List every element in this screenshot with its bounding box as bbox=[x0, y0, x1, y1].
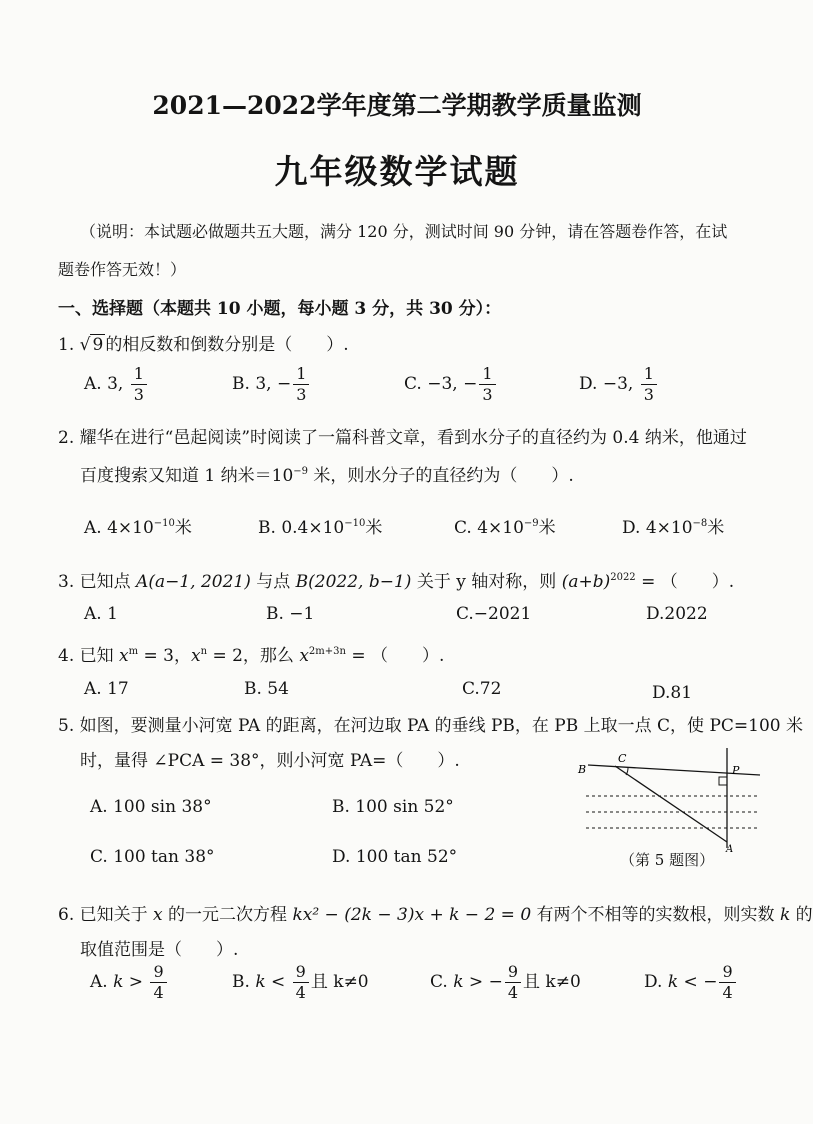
question-text: 与点 bbox=[250, 572, 296, 592]
equation: kx² − (2k − 3)x + k − 2 = 0 bbox=[292, 905, 532, 925]
question-number: 6. bbox=[58, 905, 75, 925]
radicand: 9 bbox=[92, 335, 104, 355]
question-number: 5. bbox=[58, 716, 75, 736]
option-value: 0.4×10 bbox=[281, 518, 345, 538]
fraction bbox=[131, 366, 147, 403]
angle-arc bbox=[626, 767, 628, 775]
q2-option-d bbox=[622, 513, 724, 538]
variable: x bbox=[191, 646, 201, 666]
option-label: D. bbox=[579, 374, 598, 394]
unit: 米 bbox=[707, 518, 725, 538]
label-b: B bbox=[578, 763, 587, 776]
fraction bbox=[479, 366, 495, 403]
q6-option-c bbox=[430, 964, 581, 1001]
fraction bbox=[719, 964, 735, 1001]
question-number: 3. bbox=[58, 572, 75, 592]
denominator: 4 bbox=[153, 983, 164, 1002]
option-label: D. bbox=[622, 518, 641, 538]
question-text: = （ ）. bbox=[345, 646, 445, 666]
inequality: k > bbox=[113, 972, 144, 992]
q6-option-d bbox=[644, 964, 738, 1001]
option-label: A. bbox=[90, 972, 108, 992]
question-text: 米，则水分子的直径约为（ ）. bbox=[308, 466, 574, 486]
unit: 米 bbox=[365, 518, 383, 538]
q4-option-b: B. 54 bbox=[244, 679, 289, 699]
option-label: D. bbox=[644, 972, 663, 992]
option-value: 4×10 bbox=[477, 518, 524, 538]
q3-option-d: D.2022 bbox=[646, 604, 708, 624]
point-b: B(2022, b−1) bbox=[295, 572, 412, 592]
denominator: 3 bbox=[296, 385, 307, 404]
option-condition: 且 k≠0 bbox=[310, 972, 369, 992]
denominator: 3 bbox=[133, 385, 144, 404]
q5-option-a: A. 100 sin 38° bbox=[90, 797, 212, 817]
question-text: 关于 y 轴对称，则 bbox=[411, 572, 562, 592]
exponent: m bbox=[128, 646, 139, 657]
denominator: 4 bbox=[507, 983, 519, 1002]
section-title: 一、选择题（本题共 10 小题，每小题 3 分，共 30 分）： bbox=[58, 299, 502, 319]
question-number: 2. bbox=[58, 428, 75, 448]
option-label: A. bbox=[84, 374, 102, 394]
variable: x bbox=[119, 646, 129, 666]
numerator: 1 bbox=[131, 366, 147, 385]
option-value: 3, bbox=[107, 374, 124, 394]
option-label: B. bbox=[232, 972, 250, 992]
exponent: −9 bbox=[523, 518, 539, 529]
numerator: 9 bbox=[719, 964, 735, 983]
question-text: = 3， bbox=[138, 646, 191, 666]
inequality: k > bbox=[453, 972, 484, 992]
point-a: A(a−1, 2021) bbox=[136, 572, 251, 592]
unit: 米 bbox=[174, 518, 192, 538]
inequality: k < bbox=[255, 972, 286, 992]
q3-option-c: C.−2021 bbox=[456, 604, 532, 624]
exponent: −9 bbox=[293, 466, 309, 477]
exponent: 2022 bbox=[610, 572, 636, 583]
exponent: n bbox=[200, 646, 208, 657]
numerator: 1 bbox=[641, 366, 657, 385]
denominator: 3 bbox=[643, 385, 654, 404]
question-text: 有两个不相等的实数根，则实数 bbox=[531, 905, 780, 925]
sqrt-expression: √ 9 bbox=[79, 335, 104, 355]
q3-option-b: B. −1 bbox=[266, 604, 315, 624]
question-5-stem-line-1 bbox=[58, 711, 803, 736]
question-text: = （ ）. bbox=[635, 572, 735, 592]
option-label: A. bbox=[84, 518, 102, 538]
question-text: 已知 bbox=[79, 646, 120, 666]
numerator: 9 bbox=[293, 964, 309, 983]
exponent: 2m+3n bbox=[308, 646, 346, 657]
instructions-line-1: （说明：本试题必做题共五大题，满分 120 分，测试时间 90 分钟，请在答题卷作答，在试 bbox=[80, 222, 728, 241]
q6-option-a bbox=[90, 964, 169, 1001]
numerator: 1 bbox=[293, 366, 309, 385]
q1-option-a bbox=[84, 366, 149, 403]
question-4-stem bbox=[58, 641, 764, 666]
q3-option-a: A. 1 bbox=[84, 604, 118, 624]
question-text: 已知点 bbox=[79, 572, 137, 592]
river-diagram bbox=[570, 748, 770, 855]
option-value: −3, bbox=[427, 374, 458, 394]
numerator: 9 bbox=[150, 964, 166, 983]
question-number: 4. bbox=[58, 646, 75, 666]
numerator: 1 bbox=[479, 366, 495, 385]
option-sign: − bbox=[276, 374, 292, 394]
question-text: 已知关于 bbox=[79, 905, 154, 925]
option-value: 3, bbox=[255, 374, 272, 394]
numerator: 9 bbox=[505, 964, 521, 983]
question-6-stem-line-1 bbox=[58, 900, 813, 925]
question-text: = 2，那么 bbox=[207, 646, 300, 666]
exam-header-title: 2021—2022学年度第二学期教学质量监测 bbox=[152, 91, 642, 120]
q4-option-a: A. 17 bbox=[84, 679, 129, 699]
question-1-stem bbox=[58, 330, 764, 355]
denominator: 3 bbox=[482, 385, 493, 404]
question-2-stem-line-2 bbox=[80, 461, 764, 486]
denominator: 4 bbox=[722, 983, 733, 1002]
option-value: 4×10 bbox=[107, 518, 154, 538]
unit: 米 bbox=[538, 518, 556, 538]
q5-option-b: B. 100 sin 52° bbox=[332, 797, 454, 817]
figure-caption: （第 5 题图） bbox=[620, 851, 715, 869]
exponent: −8 bbox=[692, 518, 708, 529]
q4-option-d: D.81 bbox=[652, 683, 693, 703]
option-label: B. bbox=[232, 374, 250, 394]
variable: k bbox=[779, 905, 791, 925]
label-a: A bbox=[726, 844, 734, 855]
question-number: 1. bbox=[58, 335, 75, 355]
option-sign: − bbox=[463, 374, 478, 394]
option-label: C. bbox=[404, 374, 422, 394]
fraction bbox=[641, 366, 657, 403]
question-2-stem-line-1 bbox=[58, 423, 764, 448]
q1-option-d bbox=[579, 366, 659, 403]
question-text: 的相反数和倒数分别是（ ）. bbox=[105, 335, 349, 355]
fraction bbox=[150, 964, 166, 1001]
q4-option-c: C.72 bbox=[462, 679, 502, 699]
question-text: 如图，要测量小河宽 PA 的距离，在河边取 PA 的垂线 PB，在 PB 上取一点 C，使 PC=100 米 bbox=[79, 716, 803, 736]
q6-option-b bbox=[232, 964, 369, 1001]
question-5-stem-line-2: 时，量得 ∠PCA = 38°，则小河宽 PA=（ ）. bbox=[80, 751, 460, 771]
expression: (a+b) bbox=[561, 572, 611, 592]
variable: x bbox=[299, 646, 309, 666]
question-text: 耀华在进行“邑起阅读”时阅读了一篇科普文章，看到水分子的直径约为 0.4 纳米，他通过 bbox=[79, 428, 747, 448]
q5-option-c: C. 100 tan 38° bbox=[90, 847, 215, 867]
q5-option-d: D. 100 tan 52° bbox=[332, 847, 458, 867]
inequality: k < bbox=[667, 972, 698, 992]
q1-option-c bbox=[404, 366, 498, 403]
line-ca bbox=[615, 766, 727, 842]
option-value: −3, bbox=[602, 374, 634, 394]
option-condition: 且 k≠0 bbox=[523, 972, 581, 992]
question-text: 的一元二次方程 bbox=[162, 905, 293, 925]
q2-option-b bbox=[258, 513, 382, 538]
option-label: C. bbox=[430, 972, 448, 992]
q1-option-b bbox=[232, 366, 311, 403]
option-sign: − bbox=[488, 972, 503, 992]
label-c: C bbox=[618, 752, 627, 765]
q2-option-c bbox=[454, 513, 556, 538]
option-value: 4×10 bbox=[645, 518, 693, 538]
denominator: 4 bbox=[295, 983, 306, 1002]
fraction bbox=[293, 366, 309, 403]
fraction bbox=[293, 964, 309, 1001]
instructions-line-2: 题卷作答无效！） bbox=[58, 260, 187, 279]
question-text: 百度搜索又知道 1 纳米＝10 bbox=[80, 466, 294, 486]
label-p: P bbox=[732, 764, 740, 777]
question-3-stem bbox=[58, 567, 764, 592]
question-text: 的 bbox=[790, 905, 813, 925]
right-angle-mark bbox=[719, 777, 727, 785]
exam-subject-title: 九年级数学试题 bbox=[274, 152, 520, 191]
exponent: −10 bbox=[153, 518, 175, 529]
option-label: C. bbox=[454, 518, 472, 538]
option-label: B. bbox=[258, 518, 276, 538]
question-6-stem-line-2: 取值范围是（ ）. bbox=[80, 940, 239, 960]
option-sign: − bbox=[703, 972, 718, 992]
fraction bbox=[505, 964, 521, 1001]
q2-option-a bbox=[84, 513, 192, 538]
exponent: −10 bbox=[344, 518, 366, 529]
variable: x bbox=[153, 905, 163, 925]
